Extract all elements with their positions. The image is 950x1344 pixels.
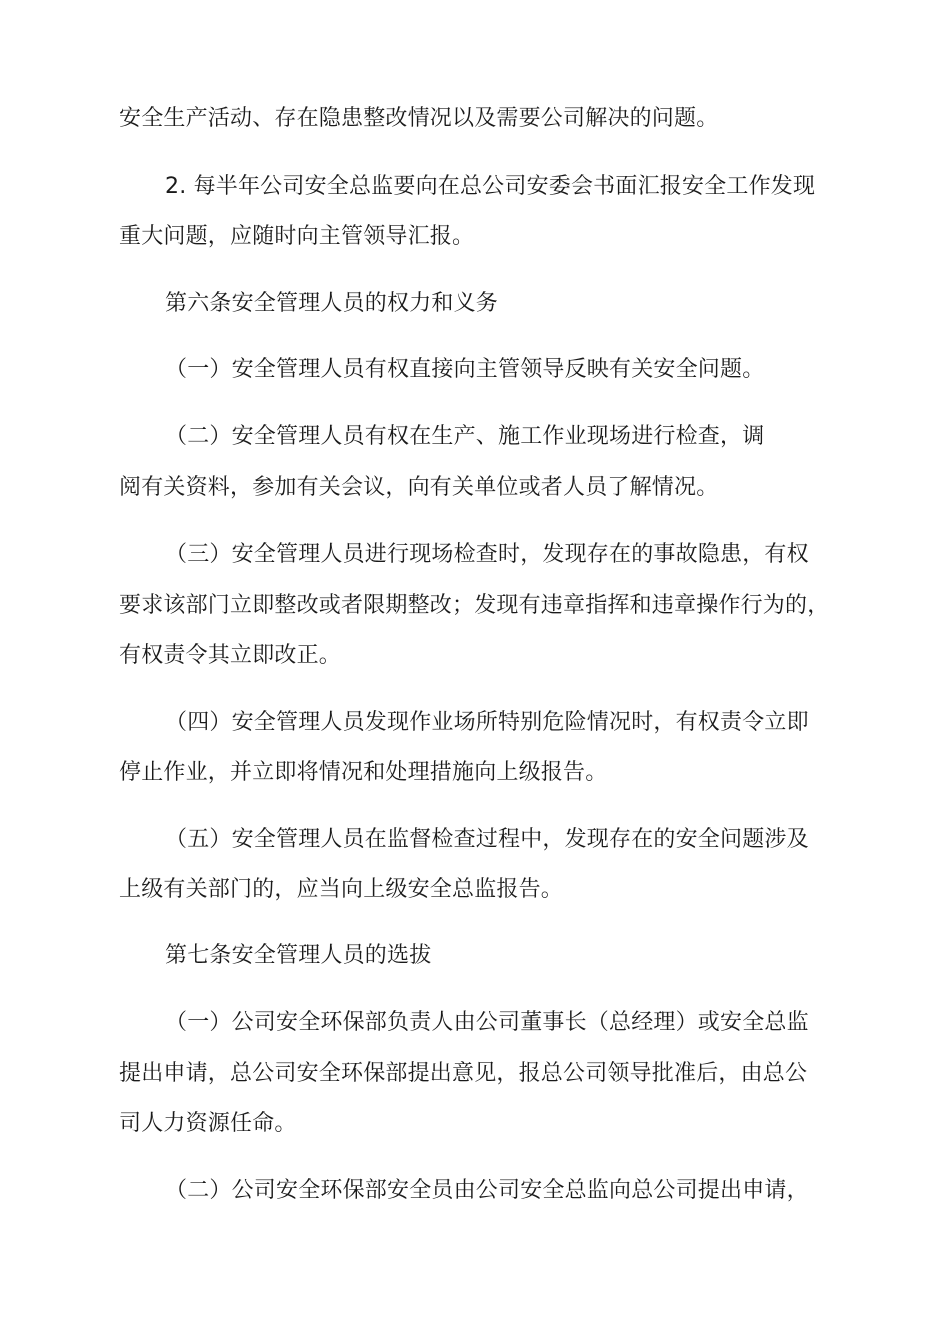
text-line: 阅有关资料，参加有关会议，向有关单位或者人员了解情况。 (119, 475, 719, 500)
section-heading: 第六条安全管理人员的权力和义务 (165, 291, 499, 316)
text-line: （一）安全管理人员有权直接向主管领导反映有关安全问题。 (165, 357, 765, 382)
text-line: 2. 每半年公司安全总监要向在总公司安委会书面汇报安全工作发现 (165, 174, 816, 199)
text-line: 上级有关部门的，应当向上级安全总监报告。 (119, 877, 564, 902)
text-line: （三）安全管理人员进行现场检查时，发现存在的事故隐患，有权 (165, 542, 809, 567)
text-line: （五）安全管理人员在监督检查过程中，发现存在的安全问题涉及 (165, 827, 809, 852)
text-line: 安全生产活动、存在隐患整改情况以及需要公司解决的问题。 (119, 106, 719, 131)
text-line: （一）公司安全环保部负责人由公司董事长（总经理）或安全总监 (165, 1010, 809, 1035)
text-line: 有权责令其立即改正。 (119, 643, 342, 668)
text-line: （二）安全管理人员有权在生产、施工作业现场进行检查，调 (165, 424, 765, 449)
text-line: 重大问题，应随时向主管领导汇报。 (119, 224, 475, 249)
text-line: 提出申请，总公司安全环保部提出意见，报总公司领导批准后，由总公 (119, 1061, 808, 1086)
section-heading: 第七条安全管理人员的选拔 (165, 943, 432, 968)
text-line: （二）公司安全环保部安全员由公司安全总监向总公司提出申请， (165, 1178, 809, 1203)
text-line: （四）安全管理人员发现作业场所特别危险情况时，有权责令立即 (165, 710, 809, 735)
text-line: 停止作业，并立即将情况和处理措施向上级报告。 (119, 760, 608, 785)
text-line: 司人力资源任命。 (119, 1111, 297, 1136)
text-line: 要求该部门立即整改或者限期整改；发现有违章指挥和违章操作行为的， (119, 593, 830, 618)
